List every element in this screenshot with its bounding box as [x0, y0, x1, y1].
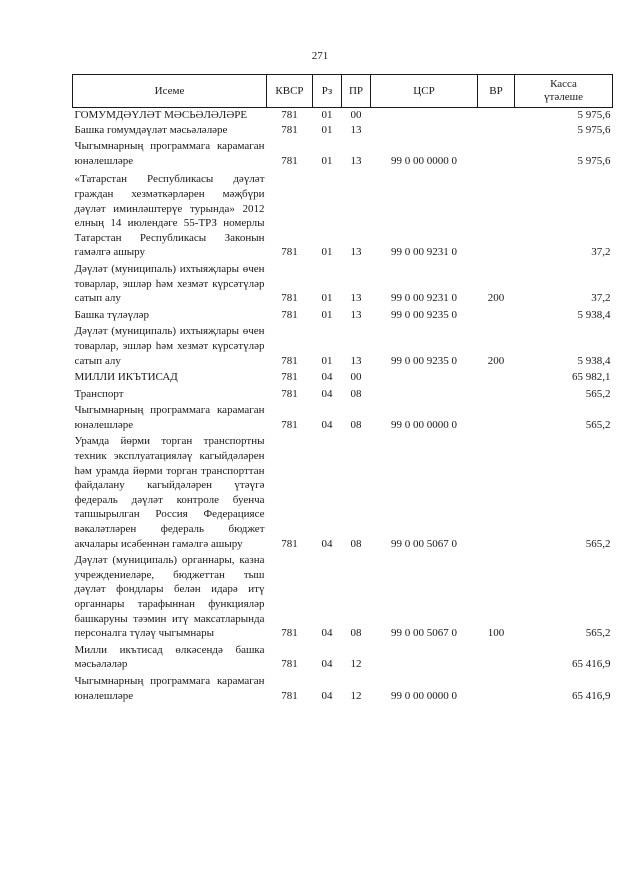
cell-csr: [371, 385, 478, 402]
cell-vr: [478, 123, 515, 138]
cell-name: Чыгымнарның программага карамаган юнәлешләре: [74, 404, 265, 431]
cell-vr: [478, 368, 515, 385]
table-row: [73, 641, 613, 672]
cell-kvsr: 781: [281, 354, 298, 367]
cell-csr: 99 0 00 9231 0: [391, 292, 457, 305]
cell-pr: 13: [350, 308, 362, 321]
cell-vr: [478, 641, 515, 672]
cell-vr: 100: [487, 627, 505, 640]
cell-sum: 65 416,9: [572, 658, 611, 671]
header-name: Исеме: [73, 75, 267, 108]
page-number: 271: [311, 50, 329, 62]
table-row: [73, 385, 613, 402]
cell-sum: 5 975,6: [577, 154, 611, 167]
cell-csr: 99 0 00 5067 0: [391, 537, 457, 550]
cell-vr: [478, 432, 515, 551]
cell-name: «Татарстан Республикасы дәүләт граждан хезмәткәрләрен мәҗбүри дәүләт иминләштерүе турында» 2012 елның 14 июлендәге 55-ТРЗ номерлы Татарстан Республикасы Законын гамәлгә ашыру: [74, 173, 265, 259]
cell-rz: 04: [321, 418, 333, 431]
cell-csr: [371, 123, 478, 138]
cell-csr: [371, 108, 478, 123]
cell-kvsr: 781: [281, 109, 298, 121]
cell-name: Урамда йөрми торган транспортны техник эксплуатацияләү кагыйдәләрен һәм урамда йөрми торган транспорттан файдалану кагыйдәләрен үтәүгә федераль дәүләт контроле буенча тапшырылган Россия Федерациясе вәкаләтләрен федераль бюджет акчалары исәбеннән гамәлгә ашыру: [74, 435, 265, 550]
cell-vr: 200: [487, 354, 505, 367]
table-header-row: [73, 75, 613, 108]
cell-pr: 13: [350, 246, 362, 259]
cell-kvsr: 781: [281, 154, 298, 167]
cell-pr: 00: [350, 371, 362, 384]
cell-kvsr: 781: [281, 246, 298, 259]
cell-kvsr: 781: [281, 658, 298, 671]
cell-rz: 04: [321, 689, 333, 702]
cell-csr: [371, 641, 478, 672]
table-row: [73, 432, 613, 551]
cell-rz: 04: [321, 371, 333, 384]
budget-table: [72, 74, 613, 703]
header-sum-line2: үтәлеше: [544, 91, 583, 103]
cell-name: Транспорт: [74, 387, 124, 400]
table-row: [73, 306, 613, 323]
cell-pr: 12: [350, 658, 362, 671]
cell-csr: 99 0 00 0000 0: [391, 418, 457, 431]
table-row: [73, 401, 613, 432]
cell-pr: 08: [350, 627, 362, 640]
cell-rz: 04: [321, 627, 333, 640]
header-vr: ВР: [478, 75, 515, 108]
table-row: [73, 368, 613, 385]
cell-vr: [478, 385, 515, 402]
table-row: [73, 168, 613, 260]
cell-sum: 565,2: [585, 627, 611, 640]
header-sum-line1: Касса: [550, 78, 577, 90]
cell-kvsr: 781: [281, 537, 298, 550]
cell-vr: [478, 672, 515, 703]
table-row: [73, 672, 613, 703]
cell-sum: 37,2: [591, 246, 611, 259]
cell-pr: 13: [350, 292, 362, 305]
cell-name: Чыгымнарның программага карамаган юнәлешләре: [74, 674, 265, 702]
cell-rz: 01: [321, 354, 333, 367]
cell-name: Чыгымнарның программага карамаган юнәлешләре: [74, 140, 265, 167]
cell-name: Дәүләт (муниципаль) ихтыяҗлары өчен товарлар, эшләр һәм хезмәт күрсәтүләр сатып алу: [74, 262, 265, 305]
cell-kvsr: 781: [281, 627, 298, 640]
cell-csr: 99 0 00 9235 0: [391, 308, 457, 321]
table-row: [73, 123, 613, 138]
cell-csr: 99 0 00 0000 0: [391, 154, 457, 167]
cell-name: Дәүләт (муниципаль) органнары, казна учреждениеләре, бюджеттан тыш дәүләт фондлары белән идарә итү органнары тарафыннан функцияләр башкаруны тәэмин итү максатларында персоналга түләү чыгымнары: [74, 554, 265, 640]
cell-pr: 12: [350, 689, 362, 702]
cell-kvsr: 781: [281, 689, 298, 702]
cell-vr: [478, 108, 515, 123]
cell-rz: 04: [321, 537, 333, 550]
cell-vr: 200: [487, 292, 505, 305]
cell-pr: 08: [350, 418, 362, 431]
table-row: [73, 137, 613, 168]
cell-kvsr: 781: [281, 387, 298, 400]
cell-vr: [478, 168, 515, 260]
cell-rz: 04: [321, 658, 333, 671]
cell-rz: 01: [321, 246, 333, 259]
cell-name: Башка гомумдәүләт мәсьәләләре: [74, 123, 228, 136]
cell-sum: 5 975,6: [577, 109, 611, 121]
cell-pr: 08: [350, 387, 362, 400]
cell-kvsr: 781: [281, 418, 298, 431]
cell-name: Дәүләт (муниципаль) ихтыяҗлары өчен товарлар, эшләр һәм хезмәт күрсәтүләр сатып алу: [74, 325, 265, 367]
cell-pr: 13: [350, 154, 362, 167]
cell-csr: 99 0 00 9235 0: [391, 354, 457, 367]
cell-sum: 5 975,6: [577, 123, 611, 136]
cell-kvsr: 781: [281, 123, 298, 136]
cell-csr: [371, 368, 478, 385]
cell-sum: 565,2: [585, 387, 611, 400]
cell-pr: 13: [350, 123, 362, 136]
cell-rz: 01: [321, 308, 333, 321]
cell-kvsr: 781: [281, 292, 298, 305]
cell-csr: 99 0 00 9231 0: [391, 246, 457, 259]
cell-sum: 565,2: [585, 537, 611, 550]
table-row: [73, 551, 613, 641]
cell-rz: 01: [321, 292, 333, 305]
cell-name: Башка түләүләр: [74, 308, 150, 321]
cell-csr: 99 0 00 5067 0: [391, 627, 457, 640]
cell-rz: 04: [321, 387, 333, 400]
cell-name: МИЛЛИ ИКЪТИСАД: [74, 371, 178, 384]
cell-sum: 565,2: [585, 418, 611, 431]
cell-sum: 65 416,9: [572, 689, 611, 702]
header-pr: ПР: [342, 75, 371, 108]
cell-kvsr: 781: [281, 371, 298, 384]
cell-pr: 08: [350, 537, 362, 550]
cell-sum: 5 938,4: [577, 354, 611, 367]
cell-pr: 13: [350, 354, 362, 367]
cell-vr: [478, 306, 515, 323]
cell-vr: [478, 137, 515, 168]
cell-sum: 5 938,4: [577, 308, 611, 321]
cell-kvsr: 781: [281, 308, 298, 321]
header-kvsr: КВСР: [267, 75, 313, 108]
cell-rz: 01: [321, 154, 333, 167]
cell-rz: 01: [321, 109, 333, 121]
cell-name: ГОМУМДӘҮЛӘТ МӘСЬӘЛӘЛӘРЕ: [74, 109, 248, 121]
table-row: [73, 260, 613, 306]
cell-csr: 99 0 00 0000 0: [391, 689, 457, 702]
cell-pr: 00: [350, 109, 362, 121]
cell-vr: [478, 401, 515, 432]
cell-sum: 65 982,1: [572, 371, 611, 384]
header-sum: [515, 75, 613, 108]
cell-sum: 37,2: [591, 292, 611, 305]
table-row: [73, 322, 613, 368]
cell-rz: 01: [321, 123, 333, 136]
cell-name: Милли икътисад өлкәсендә башка мәсьәләләр: [74, 643, 265, 671]
header-csr: ЦСР: [371, 75, 478, 108]
header-rz: Рз: [313, 75, 342, 108]
table-row: [73, 108, 613, 123]
